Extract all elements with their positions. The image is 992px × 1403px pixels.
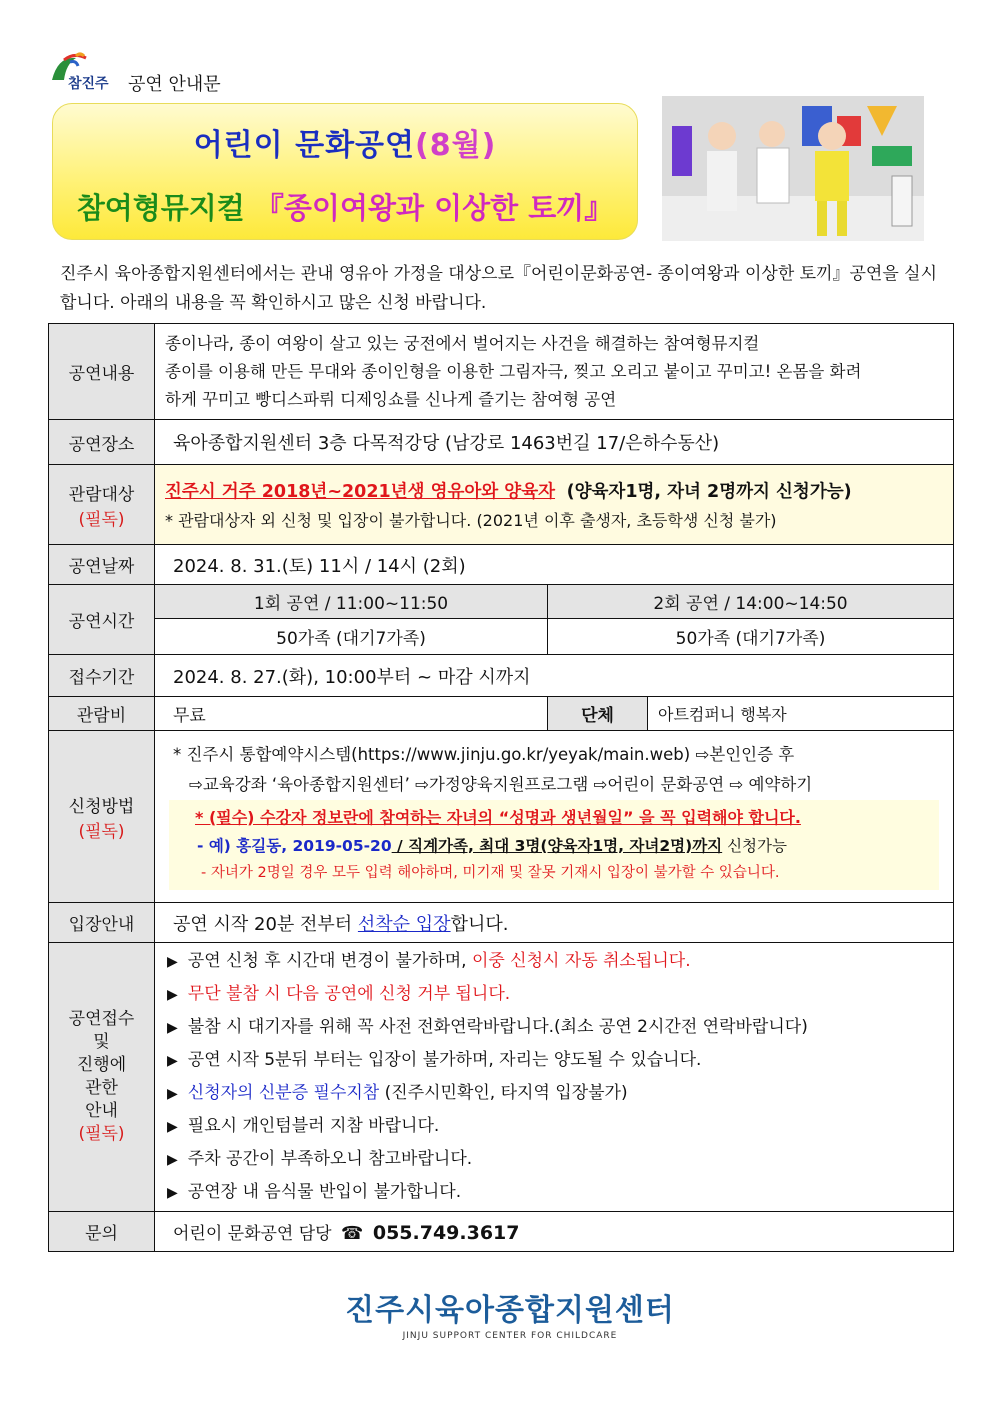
group-value: 아트컴퍼니 행복자 [648, 697, 954, 731]
bullet-icon: ▶ [167, 1053, 178, 1069]
footer-name: 진주시육아종합지원센터 [345, 1293, 675, 1328]
title-banner [52, 103, 638, 240]
row-entry [49, 903, 954, 943]
label-audience [49, 465, 155, 545]
row-apply [49, 731, 954, 903]
rule-item [167, 1044, 943, 1077]
label-rules [49, 943, 155, 1212]
row-audience [49, 465, 954, 545]
rule-highlight: 무단 불참 시 다음 공연에 신청 거부 됩니다. [187, 984, 511, 1004]
audience-main: 진주시 거주 2018년~2021년생 영유아와 양육자 [165, 481, 556, 502]
row-fee [49, 697, 954, 731]
show-genre: 참여형뮤지컬 [76, 191, 245, 225]
label-content: 공연내용 [49, 324, 155, 420]
notice-possible: 신청가능 [722, 836, 787, 855]
rules-label-line: 진행에 [76, 1055, 127, 1075]
show-title [53, 186, 637, 227]
rule-item [167, 945, 943, 978]
label-contact: 문의 [49, 1212, 155, 1252]
city-logo [46, 50, 116, 96]
venue-value: 육아종합지원센터 3층 다목적강당 (남강로 1463번길 17/은하수동산) [155, 420, 954, 465]
apply-value [155, 731, 954, 903]
info-table [48, 323, 954, 1252]
row-venue [49, 420, 954, 465]
rule-text: 주차 공간이 부족하오니 참고바랍니다. [187, 1149, 473, 1169]
main-title [53, 120, 637, 164]
audience-note: * 관람대상자 외 신청 및 입장이 불가합니다. (2021년 이후 출생자, 초등학생 신청 불가) [165, 510, 777, 530]
session-1-name: 1회 공연 / 11:00~11:50 [155, 585, 548, 619]
bullet-icon: ▶ [167, 1119, 178, 1135]
rules-label-line: 안내 [85, 1101, 118, 1121]
contact-text: 어린이 문화공연 담당 [173, 1224, 332, 1244]
rule-item [167, 1143, 943, 1176]
required-mark: (필독) [78, 821, 125, 842]
notice-two-children: - 자녀가 2명일 경우 모두 입력 해야하며, 미기재 및 잘못 기재시 입장이 불가할 수 있습니다. [201, 864, 780, 881]
rules-label-line: 및 [93, 1032, 110, 1052]
apply-notice-box [169, 800, 939, 890]
intro-paragraph: 진주시 육아종합지원센터에서는 관내 영유아 가정을 대상으로『어린이문화공연- 종이여왕과 이상한 토끼』공연을 실시합니다. 아래의 내용을 꼭 확인하시고 많은 신청 바랍니다. [60, 264, 938, 313]
label-fee: 관람비 [49, 697, 155, 731]
rule-item [167, 1110, 943, 1143]
entry-value [155, 903, 954, 943]
phone-icon: ☎ [341, 1223, 364, 1244]
content-line: 종이를 이용해 만든 무대와 종이인형을 이용한 그림자극, 찢고 오리고 붙이고 꾸미고! 온몸을 화려 [165, 361, 862, 381]
bullet-icon: ▶ [167, 1152, 178, 1168]
row-time-body [49, 619, 954, 655]
label-group: 단체 [548, 697, 648, 731]
entry-text: 공연 시작 20분 전부터 [173, 913, 358, 935]
entry-text-end: 합니다. [450, 913, 509, 935]
rule-text: 공연장 내 음식물 반입이 불가합니다. [187, 1182, 462, 1202]
bullet-icon: ▶ [167, 1185, 178, 1201]
bullet-icon: ▶ [167, 987, 178, 1003]
audience-label-text: 관람대상 [68, 484, 135, 505]
rule-text: 불참 시 대기자를 위해 꼭 사전 전화연락바랍니다.(최소 공연 2시간전 연락바랍니다) [187, 1017, 808, 1037]
contact-value [155, 1212, 954, 1252]
rules-label-line: 공연접수 [68, 1009, 135, 1029]
rules-label-line: 관한 [85, 1078, 118, 1098]
label-period: 접수기간 [49, 655, 155, 697]
apply-step-2: ⇨교육강좌 ‘육아종합지원센터’ ⇨가정양육지원프로그램 ⇨어린이 문화공연 ⇨ 예약하기 [189, 774, 813, 794]
rule-item [167, 1077, 943, 1110]
row-contact [49, 1212, 954, 1252]
date-value: 2024. 8. 31.(토) 11시 / 14시 (2회) [155, 545, 954, 585]
apply-step-1: * 진주시 통합예약시스템(https://www.jinju.go.kr/yeyak/main.web) ⇨본인인증 후 [173, 744, 795, 764]
label-date: 공연날짜 [49, 545, 155, 585]
row-time-head [49, 585, 954, 619]
svg-text:참진주: 참진주 [68, 76, 109, 92]
apply-label-text: 신청방법 [68, 796, 135, 817]
title-month: (8월) [415, 128, 497, 163]
label-entry: 입장안내 [49, 903, 155, 943]
row-date [49, 545, 954, 585]
session-1-capacity: 50가족 (대기7가족) [155, 619, 548, 655]
notice-required: * (필수) 수강자 정보란에 참여하는 자녀의 “성명과 생년월일” 을 꼭 입력해야 합니다. [195, 807, 801, 827]
footer-name-en: JINJU SUPPORT CENTER FOR CHILDCARE [402, 1331, 618, 1341]
required-mark: (필독) [78, 509, 125, 530]
row-content [49, 324, 954, 420]
rule-text: 공연 시작 5분뒤 부터는 입장이 불가하며, 자리는 양도될 수 있습니다. [187, 1050, 702, 1070]
rule-text: 공연 신청 후 시간대 변경이 불가하며, [187, 951, 472, 971]
period-value: 2024. 8. 27.(화), 10:00부터 ~ 마감 시까지 [155, 655, 954, 697]
notice-family-limit: / 직계가족, 최대 3명(양육자1명, 자녀2명)까지 [391, 836, 723, 855]
title-text: 어린이 문화공연 [193, 128, 416, 163]
show-name: 『종이여왕과 이상한 토끼』 [254, 191, 614, 225]
performance-photo [662, 96, 924, 241]
label-apply [49, 731, 155, 903]
rule-item [167, 978, 943, 1011]
rule-highlight: 신청자의 신분증 필수지참 [187, 1083, 380, 1103]
label-time: 공연시간 [49, 585, 155, 655]
footer-logo [320, 1285, 700, 1341]
session-2-name: 2회 공연 / 14:00~14:50 [548, 585, 954, 619]
audience-value [155, 465, 954, 545]
document-type: 공연 안내문 [128, 74, 221, 95]
rule-text: 필요시 개인텀블러 지참 바랍니다. [187, 1116, 440, 1136]
content-line: 하게 꾸미고 빵디스파뤼 디제잉쇼를 신나게 즐기는 참여형 공연 [165, 389, 617, 409]
session-2-capacity: 50가족 (대기7가족) [548, 619, 954, 655]
rule-text-end: (진주시민확인, 타지역 입장불가) [379, 1083, 628, 1103]
content-line: 종이나라, 종이 여왕이 살고 있는 궁전에서 벌어지는 사건을 해결하는 참여형뮤지컬 [165, 333, 760, 353]
rule-highlight: 이중 신청시 자동 취소됩니다. [471, 951, 691, 971]
rule-item [167, 1176, 943, 1209]
row-period [49, 655, 954, 697]
notice-example: - 예) 홍길동, 2019-05-20 [197, 836, 392, 855]
row-rules [49, 943, 954, 1212]
label-venue: 공연장소 [49, 420, 155, 465]
fee-value: 무료 [155, 697, 548, 731]
bullet-icon: ▶ [167, 1020, 178, 1036]
contact-phone: 055.749.3617 [372, 1222, 520, 1244]
entry-highlight: 선착순 입장 [357, 913, 451, 935]
bullet-icon: ▶ [167, 1086, 178, 1102]
bullet-icon: ▶ [167, 954, 178, 970]
audience-limit: (양육자1명, 자녀 2명까지 신청가능) [566, 481, 852, 502]
rule-item [167, 1011, 943, 1044]
rules-list [155, 943, 954, 1212]
content-description [155, 324, 954, 420]
required-mark: (필독) [78, 1124, 125, 1144]
